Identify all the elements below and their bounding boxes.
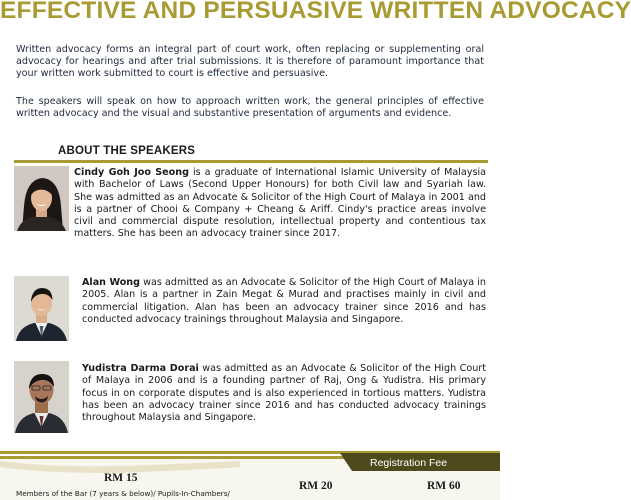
registration-fee-label: Registration Fee — [370, 457, 448, 469]
speaker-bio-yudistra — [82, 363, 486, 424]
speaker-photo-alan — [14, 276, 69, 341]
speaker-bio-text: is a graduate of International Islamic University of Malaysia with Bachelor of Laws (Second Upper Honours) for both Civil law and Syariah law. She was admitted as an Advocate & Solicitor of the High Court of Malaya in 2001 and is a partner of Chooi & Company + Cheang & Ariff. Cindy's practice areas involve civil and commercial dispute resolution, intellectual property and contentious tax matters. She has been an advocacy trainer since 2017. — [74, 167, 486, 240]
intro-paragraph: The speakers will speak on how to approach written work, the general principles of effective written advocacy and the visual and substantive presentation of arguments and evidence. — [16, 96, 484, 120]
speaker-name: Alan Wong — [82, 277, 140, 288]
speaker-bio-alan — [82, 277, 486, 326]
intro-paragraph: Written advocacy forms an integral part of court work, often replacing or supplementing oral advocacy for hearings and after trial submissions. It is therefore of paramount importance that your written work submitted to court is effective and persuasive. — [16, 44, 484, 80]
fee-price: RM 20 — [299, 480, 333, 492]
section-title-speakers: ABOUT THE SPEAKERS — [58, 145, 196, 157]
speaker-photo-cindy — [14, 166, 69, 231]
speaker-bio-text: was admitted as an Advocate & Solicitor of the High Court of Malaya in 2005. Alan is a partner in Zain Megat & Murad and practises mainly in civil and commercial litigation. Alan has been an advocacy trainer since 2016 and has conducted advocacy trainings throughout Malaysia and Singapore. — [82, 277, 486, 325]
speaker-name: Yudistra Darma Dorai — [82, 363, 199, 374]
speaker-photo-yudistra — [14, 361, 69, 433]
fee-price: RM 60 — [427, 480, 461, 492]
section-divider — [14, 160, 488, 163]
speaker-bio-cindy-lead — [74, 167, 486, 241]
fee-price: RM 15 — [104, 472, 138, 484]
speaker-bio-text: was admitted as an Advocate & Solicitor of the High Court of Malaya in 2006 and is a founding partner of Raj, Ong & Yudistra. His primary focus in on corporate disputes and is also experienced in tortious matters. Yudistra has been an advocacy trainer since 2016 and has conducted advocacy trainings throughout Malaysia and Singapore. — [82, 363, 486, 423]
fee-note: Members of the Bar (7 years & below)/ Pupils-In-Chambers/ — [16, 489, 230, 498]
speaker-name: Cindy Goh Joo Seong — [74, 167, 189, 178]
event-title: EFFECTIVE AND PERSUASIVE WRITTEN ADVOCACY — [0, 0, 631, 24]
